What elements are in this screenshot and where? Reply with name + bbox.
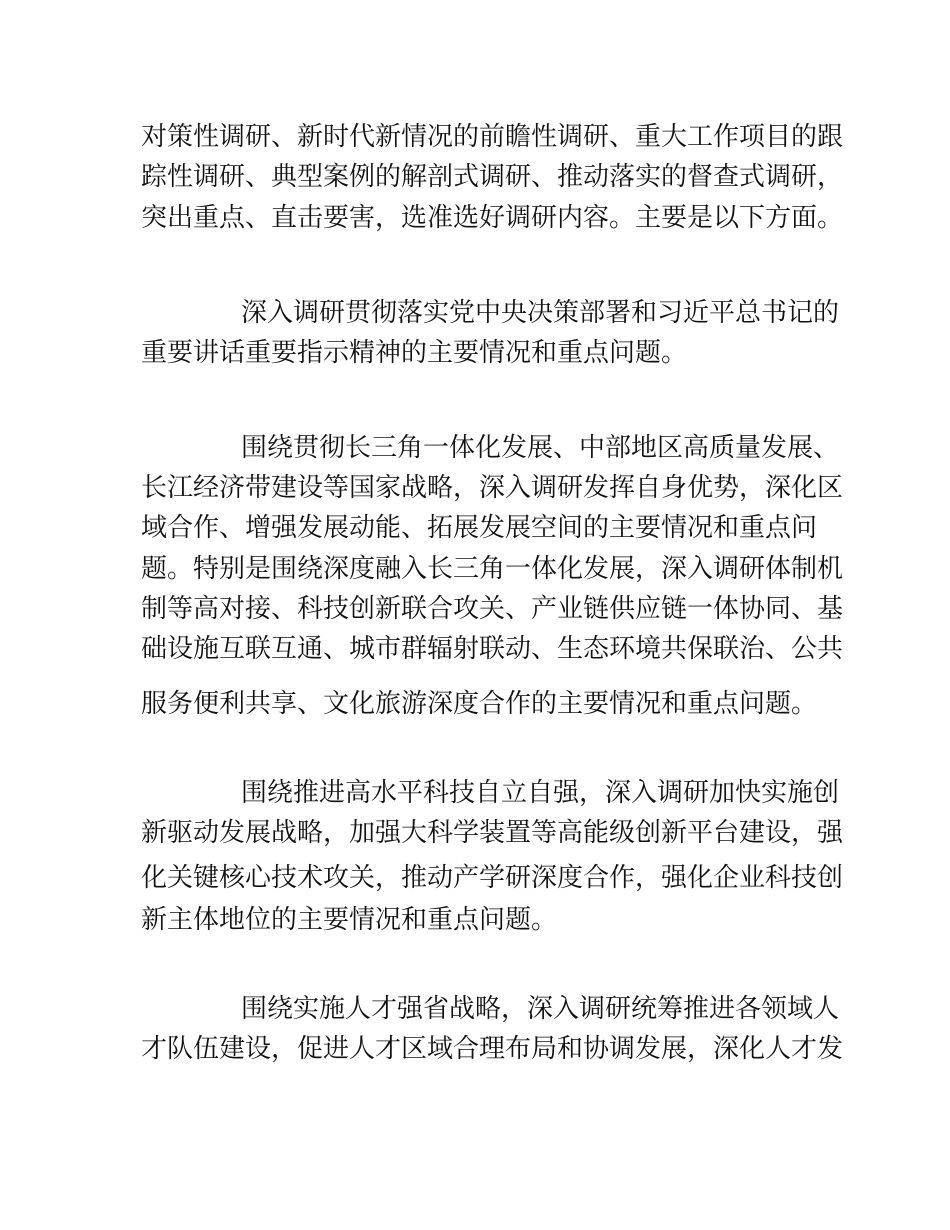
paragraph-2-line-2: 重要讲话重要指示精神的主要情况和重点问题。 [141, 338, 688, 368]
paragraph-2-line-1: 深入调研贯彻落实党中央决策部署和习近平总书记的 [241, 298, 840, 328]
paragraph-3-line-4: 题。特别是围绕深度融入长三角一体化发展，深入调研体制机 [141, 554, 844, 584]
paragraph-4-line-4: 新主体地位的主要情况和重点问题。 [141, 905, 558, 935]
paragraph-1-line-1: 对策性调研、新时代新情况的前瞻性调研、重大工作项目的跟 [141, 122, 844, 152]
paragraph-5-line-2: 才队伍建设，促进人才区域合理布局和协调发展，深化人才发 [141, 1034, 844, 1064]
paragraph-3-line-3: 域合作、增强发展动能、拓展发展空间的主要情况和重点问 [141, 513, 818, 543]
paragraph-5-line-1: 围绕实施人才强省战略，深入调研统筹推进各领域人 [241, 994, 840, 1024]
paragraph-3-line-1: 围绕贯彻长三角一体化发展、中部地区高质量发展、 [241, 433, 840, 463]
paragraph-4-line-1: 围绕推进高水平科技自立自强，深入调研加快实施创 [241, 778, 840, 808]
paragraph-3-line-2: 长江经济带建设等国家战略，深入调研发挥自身优势，深化区 [141, 473, 844, 503]
paragraph-4-line-3: 化关键核心技术攻关，推动产学研深度合作，强化企业科技创 [141, 863, 844, 893]
paragraph-1-line-2: 踪性调研、典型案例的解剖式调研、推动落实的督查式调研， [141, 162, 844, 192]
paragraph-3-line-7: 服务便利共享、文化旅游深度合作的主要情况和重点问题。 [141, 689, 818, 719]
paragraph-3-line-5: 制等高对接、科技创新联合攻关、产业链供应链一体协同、基 [141, 594, 844, 624]
paragraph-4-line-2: 新驱动发展战略，加强大科学装置等高能级创新平台建设，强 [141, 818, 844, 848]
paragraph-1-line-3: 突出重点、直击要害，选准选好调研内容。主要是以下方面。 [141, 203, 844, 233]
paragraph-3-line-6: 础设施互联互通、城市群辐射联动、生态环境共保联治、公共 [141, 634, 844, 664]
